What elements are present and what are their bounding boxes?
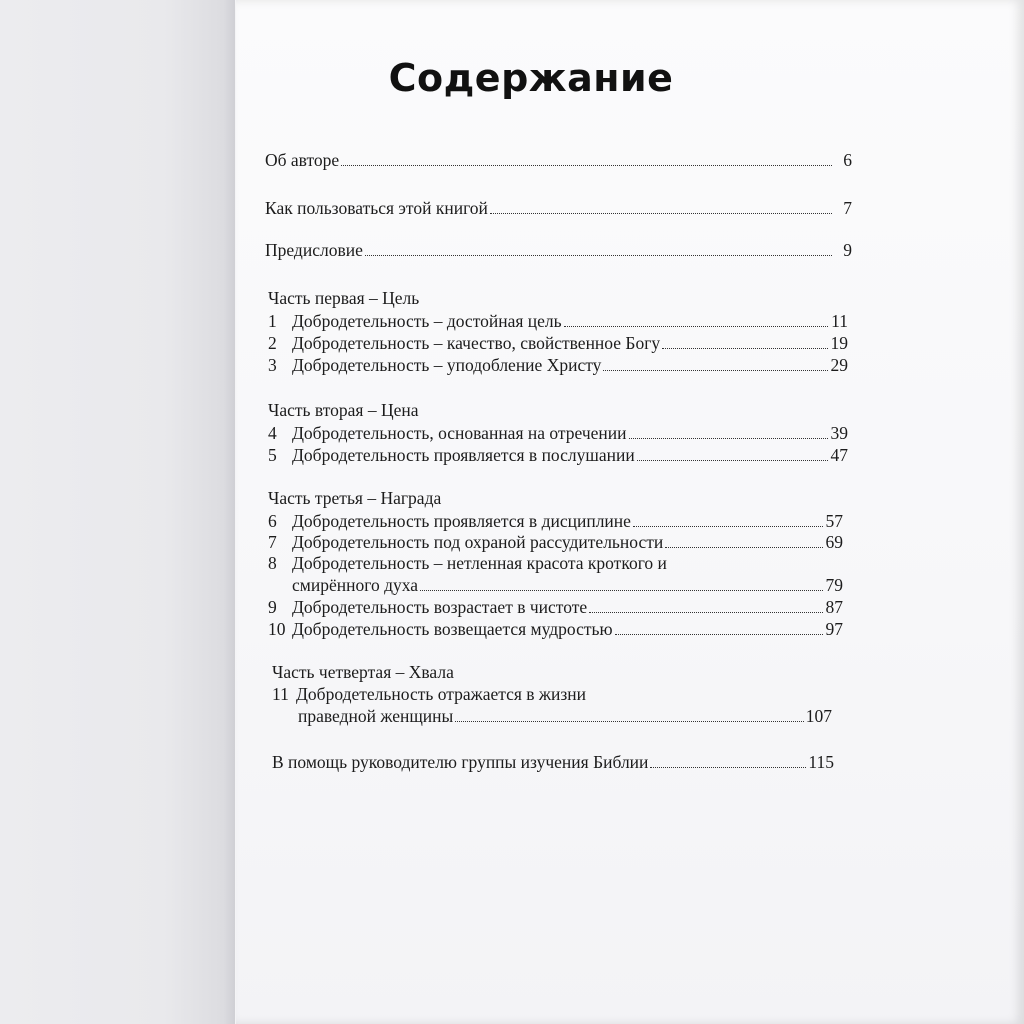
dot-leader (637, 459, 828, 461)
chapter-title: Добродетельность – уподобление Христу (292, 355, 602, 375)
part-heading: Часть третья – Награда (268, 488, 442, 508)
chapter-page: 79 (825, 575, 843, 595)
dot-leader (650, 766, 806, 768)
dot-leader (603, 369, 828, 371)
toc-entry-about-author (265, 150, 852, 171)
dot-leader (629, 437, 828, 439)
part-heading: Часть первая – Цель (268, 288, 420, 308)
part-heading: Часть вторая – Цена (268, 400, 419, 420)
chapter-page: 47 (830, 445, 848, 465)
dot-leader (589, 611, 823, 613)
toc-chapter (268, 511, 843, 532)
dot-leader (365, 254, 832, 256)
chapter-page: 11 (831, 311, 848, 331)
toc-entry-text: Предисловие (265, 240, 363, 260)
chapter-number: 2 (268, 333, 277, 353)
toc-chapter-continuation (298, 706, 832, 727)
chapter-title: Добродетельность проявляется в послушании (292, 445, 635, 465)
dot-leader (455, 720, 803, 722)
dot-leader (564, 325, 828, 327)
chapter-page: 69 (825, 532, 843, 552)
chapter-page: 87 (825, 597, 843, 617)
chapter-number: 6 (268, 511, 277, 531)
chapter-title: Добродетельность возрастает в чистоте (292, 597, 588, 617)
dot-leader (490, 212, 832, 214)
chapter-title-continued: смирённого духа (292, 575, 419, 595)
chapter-number: 1 (268, 311, 277, 331)
toc-chapter (268, 311, 848, 332)
chapter-title: Добродетельность возвещается мудростью (292, 619, 613, 639)
toc-chapter (268, 333, 848, 354)
chapter-title: Добродетельность – качество, свойственное Богу (292, 333, 661, 353)
chapter-title: Добродетельность проявляется в дисциплине (292, 511, 631, 531)
dot-leader (420, 589, 823, 591)
chapter-title: Добродетельность под охраной рассудительности (292, 532, 664, 552)
part-heading: Часть четвертая – Хвала (272, 662, 454, 682)
chapter-page: 97 (825, 619, 843, 639)
chapter-title-continued: праведной женщины (298, 706, 454, 726)
chapter-page: 107 (805, 706, 832, 726)
chapter-number: 9 (268, 597, 277, 617)
dot-leader (662, 347, 828, 349)
dot-leader (633, 525, 823, 527)
left-page (0, 0, 235, 1024)
toc-entry-text: Об авторе (265, 150, 340, 170)
toc-chapter (268, 445, 848, 466)
chapter-title: Добродетельность – достойная цель (292, 311, 562, 331)
toc-chapter (268, 597, 843, 618)
dot-leader (615, 633, 823, 635)
toc-chapter (268, 355, 848, 376)
toc-chapter (268, 553, 843, 574)
toc-entry-text: Как пользоваться этой книгой (265, 198, 488, 218)
toc-entry-page: 115 (808, 752, 834, 772)
toc-entry-text: В помощь руководителю группы изучения Библии (272, 752, 649, 772)
toc-chapter-continuation (292, 575, 843, 596)
toc-chapter (268, 423, 848, 444)
toc-entry-preface (265, 240, 852, 261)
chapter-page: 19 (830, 333, 848, 353)
chapter-number: 4 (268, 423, 277, 443)
toc-entry-page: 7 (843, 198, 852, 218)
chapter-page: 57 (825, 511, 843, 531)
chapter-title: Добродетельность – нетленная красота кроткого и (292, 553, 667, 573)
chapter-title: Добродетельность отражается в жизни (296, 684, 587, 704)
toc-entry-page: 6 (843, 150, 852, 170)
toc-chapter (268, 619, 843, 640)
chapter-number: 10 (268, 619, 286, 639)
chapter-number: 7 (268, 532, 277, 552)
dot-leader (665, 546, 823, 548)
toc-entry-page: 9 (843, 240, 852, 260)
chapter-page: 29 (830, 355, 848, 375)
dot-leader (341, 164, 832, 166)
toc-entry-group-leader (272, 752, 834, 773)
toc-chapter (272, 684, 832, 705)
toc-entry-how-to-use (265, 198, 852, 219)
chapter-page: 39 (830, 423, 848, 443)
toc-chapter (268, 532, 843, 553)
chapter-number: 8 (268, 553, 277, 573)
chapter-number: 11 (272, 684, 289, 704)
chapter-title: Добродетельность, основанная на отречении (292, 423, 627, 443)
chapter-number: 3 (268, 355, 277, 375)
chapter-number: 5 (268, 445, 277, 465)
page-title: Содержание (388, 56, 674, 100)
